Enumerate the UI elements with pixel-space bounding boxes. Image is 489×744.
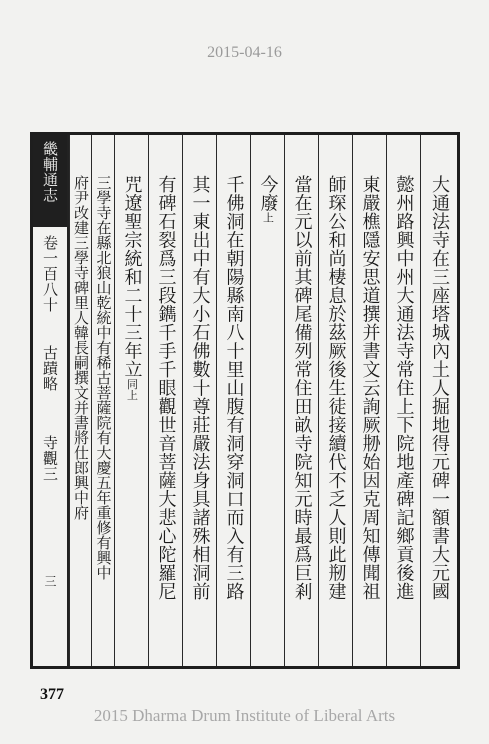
- spine-title: 畿輔通志: [41, 141, 59, 203]
- text-column: [284, 135, 318, 666]
- spine-volume: 卷一百八十: [41, 235, 59, 313]
- text-column: [420, 135, 457, 666]
- column-text: 懿州路興中州大通法寺常住上下院地產碑記鄉貢後進: [393, 175, 415, 601]
- text-column: [148, 135, 182, 666]
- text-column: [216, 135, 250, 666]
- text-column: [250, 135, 284, 666]
- spine-section: 古蹟略: [41, 345, 59, 392]
- column-text: 千佛洞在朝陽縣南八十里山腹有洞穿洞口而入有三路: [223, 175, 245, 601]
- copyright-footer: 2015 Dharma Drum Institute of Liberal Arts: [93, 706, 396, 725]
- column-text: 大通法寺在三座塔城內土人掘地得元碑一額書大元國: [429, 175, 450, 601]
- text-column: [318, 135, 352, 666]
- spine-folio: 三: [43, 575, 57, 588]
- column-text: 東嚴樵隱安思道撰并書文云詢厥刱始因克周知傳聞祖: [359, 175, 381, 601]
- text-column: [69, 135, 91, 666]
- spine-category: 寺觀三: [41, 435, 59, 482]
- text-column: [386, 135, 420, 666]
- text-column: [352, 135, 386, 666]
- column-note: 上: [261, 212, 275, 223]
- column-text: 其一東出中有大小石佛數十尊莊嚴法身具諸殊相洞前: [189, 175, 211, 601]
- column-text: 府尹改建三學寺碑里人韓長嗣撰文并書將仕郎興中府: [72, 175, 90, 520]
- date-stamp: 2015-04-16: [207, 44, 282, 61]
- page-number: 377: [40, 686, 64, 703]
- text-column: [182, 135, 216, 666]
- column-note: 同上: [125, 378, 139, 401]
- column-text: 有碑石裂爲三段鐫千手千眼觀世音菩薩大悲心陀羅尼: [155, 175, 177, 601]
- column-text: 當在元以前其碑尾備列常住田畝寺院知元時最爲巨剎: [291, 175, 313, 601]
- column-text: 今廢上: [257, 175, 279, 223]
- page-frame: [30, 132, 460, 669]
- text-column: [91, 135, 114, 666]
- column-text: 三學寺在縣北狼山乾統中有稀古菩薩院有大慶五年重修有興中: [94, 175, 113, 580]
- column-text: 師琛公和尚棲息於茲厥後生徒接續代不乏人則此剏建: [325, 175, 347, 601]
- column-text: 咒遼聖宗統和二十三年立同上: [121, 175, 143, 401]
- text-column: [114, 135, 148, 666]
- spine-margin: [33, 135, 69, 666]
